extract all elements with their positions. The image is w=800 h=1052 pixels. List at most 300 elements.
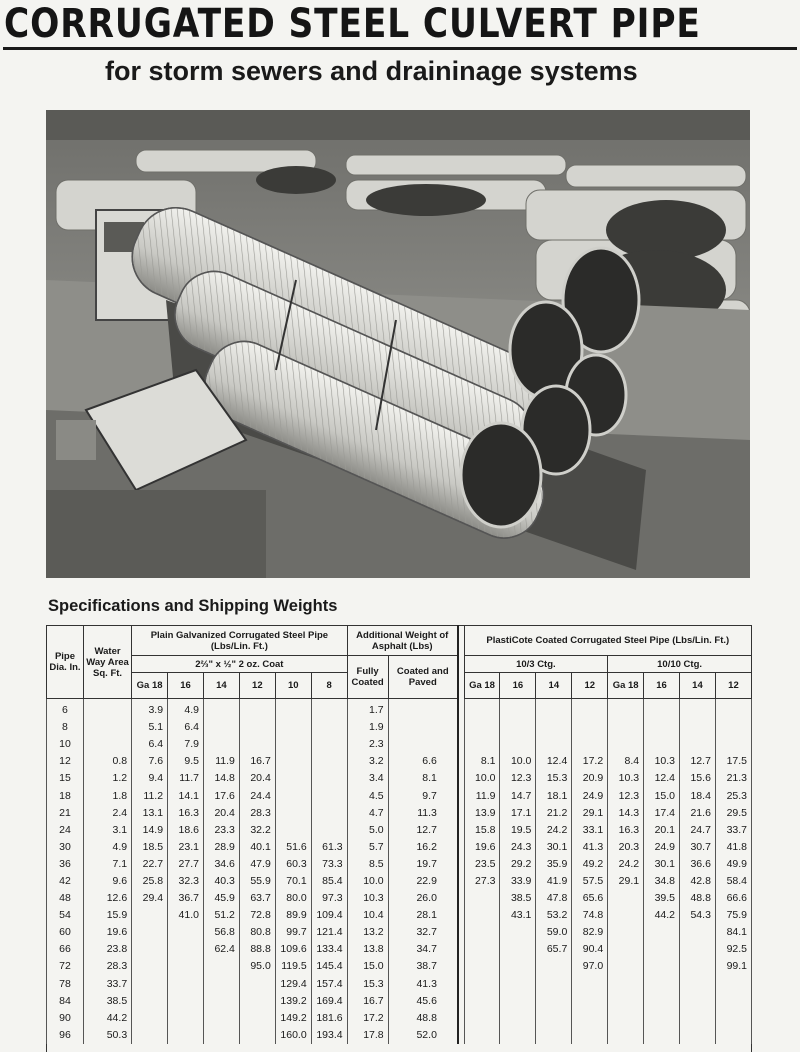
table-cell <box>388 719 458 736</box>
table-row <box>47 719 752 736</box>
table-cell: 8.5 <box>347 856 388 873</box>
table-cell: 14.1 <box>168 787 204 804</box>
table-cell: 4.9 <box>83 839 131 856</box>
table-cell: 24 <box>47 822 84 839</box>
table-cell: 18.5 <box>132 839 168 856</box>
table-cell: 19.5 <box>500 822 536 839</box>
table-cell: 49.2 <box>572 856 608 873</box>
table-cell <box>203 976 239 993</box>
table-cell: 66.6 <box>715 890 751 907</box>
table-cell: 63.7 <box>239 890 275 907</box>
header-water-way: Water Way Area Sq. Ft. <box>83 626 131 699</box>
header-gauge: 14 <box>680 673 716 699</box>
table-cell: 48.8 <box>388 1010 458 1027</box>
spec-table <box>46 625 752 1044</box>
table-cell <box>572 699 608 720</box>
table-cell: 40.1 <box>239 839 275 856</box>
table-cell: 82.9 <box>572 924 608 941</box>
table-cell: 48 <box>47 890 84 907</box>
table-cell: 10.0 <box>347 873 388 890</box>
table-cell: 99.1 <box>715 958 751 975</box>
table-cell: 10.3 <box>347 890 388 907</box>
table-cell <box>644 993 680 1010</box>
table-cell: 33.1 <box>572 822 608 839</box>
table-cell: 95.0 <box>239 958 275 975</box>
table-cell: 8.1 <box>464 753 500 770</box>
table-cell: 36.6 <box>680 856 716 873</box>
table-cell: 8.1 <box>388 770 458 787</box>
table-cell: 66 <box>47 941 84 958</box>
culvert-pipe-truck-photo <box>46 110 750 578</box>
table-cell: 12.4 <box>536 753 572 770</box>
table-cell <box>572 993 608 1010</box>
header-gauge: Ga 18 <box>464 673 500 699</box>
table-cell: 17.5 <box>715 753 751 770</box>
table-cell: 39.5 <box>644 890 680 907</box>
table-cell <box>239 1010 275 1027</box>
table-cell: 19.6 <box>83 924 131 941</box>
table-cell <box>680 993 716 1010</box>
table-cell <box>388 736 458 753</box>
table-cell <box>536 1027 572 1044</box>
table-cell: 30.7 <box>680 839 716 856</box>
table-cell <box>680 699 716 720</box>
table-cell <box>715 719 751 736</box>
table-cell <box>644 1027 680 1044</box>
table-cell: 5.7 <box>347 839 388 856</box>
table-cell: 18.6 <box>168 822 204 839</box>
table-cell: 60 <box>47 924 84 941</box>
table-cell: 181.6 <box>311 1010 347 1027</box>
table-cell: 7.6 <box>132 753 168 770</box>
table-cell: 24.2 <box>536 822 572 839</box>
table-cell <box>203 736 239 753</box>
table-cell: 48.8 <box>680 890 716 907</box>
table-cell: 33.7 <box>715 822 751 839</box>
table-cell: 92.5 <box>715 941 751 958</box>
table-cell: 24.3 <box>500 839 536 856</box>
table-cell: 20.4 <box>239 770 275 787</box>
table-cell <box>168 924 204 941</box>
table-cell <box>275 787 311 804</box>
table-cell: 8.4 <box>608 753 644 770</box>
table-cell: 0.8 <box>83 753 131 770</box>
table-cell <box>715 1010 751 1027</box>
table-cell: 38.5 <box>83 993 131 1010</box>
table-cell <box>203 1027 239 1044</box>
table-cell: 121.4 <box>311 924 347 941</box>
table-cell: 6.6 <box>388 753 458 770</box>
table-cell: 20.4 <box>203 805 239 822</box>
table-cell: 1.7 <box>347 699 388 720</box>
table-cell <box>536 958 572 975</box>
table-cell: 17.8 <box>347 1027 388 1044</box>
table-cell: 13.9 <box>464 805 500 822</box>
table-cell: 29.2 <box>500 856 536 873</box>
table-cell: 109.4 <box>311 907 347 924</box>
table-cell: 14.9 <box>132 822 168 839</box>
table-cell: 15.0 <box>347 958 388 975</box>
table-cell <box>644 736 680 753</box>
table-cell: 34.6 <box>203 856 239 873</box>
table-cell: 17.2 <box>572 753 608 770</box>
table-cell: 24.9 <box>572 787 608 804</box>
table-cell: 89.9 <box>275 907 311 924</box>
table-cell <box>536 736 572 753</box>
table-cell <box>168 941 204 958</box>
table-cell: 12.7 <box>388 822 458 839</box>
table-cell: 97.3 <box>311 890 347 907</box>
table-cell: 30 <box>47 839 84 856</box>
table-cell <box>239 699 275 720</box>
table-cell: 11.7 <box>168 770 204 787</box>
table-cell: 45.9 <box>203 890 239 907</box>
table-cell: 11.9 <box>464 787 500 804</box>
table-cell: 75.9 <box>715 907 751 924</box>
table-cell: 78 <box>47 976 84 993</box>
table-cell: 29.5 <box>715 805 751 822</box>
table-cell: 15.3 <box>347 976 388 993</box>
table-cell: 16.3 <box>168 805 204 822</box>
table-cell: 10.4 <box>347 907 388 924</box>
table-cell: 10.3 <box>644 753 680 770</box>
table-cell: 60.3 <box>275 856 311 873</box>
table-cell <box>464 719 500 736</box>
table-cell <box>311 770 347 787</box>
table-cell: 21.6 <box>680 805 716 822</box>
table-cell: 47.8 <box>536 890 572 907</box>
table-cell: 193.4 <box>311 1027 347 1044</box>
header-gauge: 14 <box>536 673 572 699</box>
table-cell: 32.7 <box>388 924 458 941</box>
header-plasticote-group: PlastiCote Coated Corrugated Steel Pipe (Lbs/Lin. Ft.) <box>464 626 751 656</box>
header-ctg-10-3: 10/3 Ctg. <box>464 656 608 673</box>
table-cell: 27.3 <box>464 873 500 890</box>
table-cell: 16.7 <box>347 993 388 1010</box>
table-cell <box>536 976 572 993</box>
table-cell: 17.2 <box>347 1010 388 1027</box>
table-cell: 34.8 <box>644 873 680 890</box>
table-cell: 15.9 <box>83 907 131 924</box>
table-cell: 32.3 <box>168 873 204 890</box>
table-cell: 96 <box>47 1027 84 1044</box>
page-title: CORRUGATED STEEL CULVERT PIPE <box>4 1 701 47</box>
header-ctg-10-10: 10/10 Ctg. <box>608 656 752 673</box>
table-row <box>47 856 752 873</box>
table-cell: 15.6 <box>680 770 716 787</box>
table-cell <box>715 993 751 1010</box>
table-cell <box>311 719 347 736</box>
table-cell: 24.7 <box>680 822 716 839</box>
table-cell <box>644 1010 680 1027</box>
table-cell: 7.1 <box>83 856 131 873</box>
table-cell: 8 <box>47 719 84 736</box>
table-row <box>47 993 752 1010</box>
table-cell: 18.1 <box>536 787 572 804</box>
table-cell: 24.9 <box>644 839 680 856</box>
table-cell: 23.1 <box>168 839 204 856</box>
header-fully-coated: Fully Coated <box>347 656 388 699</box>
table-cell: 9.7 <box>388 787 458 804</box>
table-cell: 84 <box>47 993 84 1010</box>
table-cell: 24.2 <box>608 856 644 873</box>
header-pipe-dia: Pipe Dia. In. <box>47 626 84 699</box>
table-cell: 36 <box>47 856 84 873</box>
table-cell <box>132 958 168 975</box>
header-gauge: 14 <box>203 673 239 699</box>
table-cell <box>608 993 644 1010</box>
table-cell <box>500 719 536 736</box>
table-cell: 30.1 <box>644 856 680 873</box>
table-cell: 65.6 <box>572 890 608 907</box>
header-gauge: Ga 18 <box>132 673 168 699</box>
table-cell: 73.3 <box>311 856 347 873</box>
table-cell <box>680 924 716 941</box>
table-cell <box>168 1010 204 1027</box>
table-cell: 9.6 <box>83 873 131 890</box>
table-cell: 133.4 <box>311 941 347 958</box>
table-cell <box>464 976 500 993</box>
table-cell: 57.5 <box>572 873 608 890</box>
table-cell <box>572 1027 608 1044</box>
table-cell: 70.1 <box>275 873 311 890</box>
table-row <box>47 941 752 958</box>
table-cell: 12.7 <box>680 753 716 770</box>
table-cell: 6.4 <box>168 719 204 736</box>
table-cell <box>608 924 644 941</box>
table-cell <box>680 1027 716 1044</box>
table-cell: 14.8 <box>203 770 239 787</box>
table-cell <box>680 719 716 736</box>
table-cell <box>715 1027 751 1044</box>
table-cell: 15.0 <box>644 787 680 804</box>
table-cell <box>83 736 131 753</box>
table-cell: 2.3 <box>347 736 388 753</box>
table-cell: 47.9 <box>239 856 275 873</box>
table-cell: 41.3 <box>572 839 608 856</box>
table-cell <box>168 1027 204 1044</box>
table-row <box>47 736 752 753</box>
table-cell: 10 <box>47 736 84 753</box>
table-cell: 54 <box>47 907 84 924</box>
table-cell <box>644 976 680 993</box>
table-cell <box>608 958 644 975</box>
table-row <box>47 1010 752 1027</box>
table-cell: 6 <box>47 699 84 720</box>
table-cell: 23.8 <box>83 941 131 958</box>
table-cell: 149.2 <box>275 1010 311 1027</box>
table-cell: 2.4 <box>83 805 131 822</box>
table-row <box>47 839 752 856</box>
table-cell <box>464 890 500 907</box>
table-cell <box>275 699 311 720</box>
table-cell: 15 <box>47 770 84 787</box>
table-cell <box>464 736 500 753</box>
table-cell: 41.9 <box>536 873 572 890</box>
header-plain-coat: 2⅔" x ½" 2 oz. Coat <box>132 656 347 673</box>
table-cell: 22.9 <box>388 873 458 890</box>
table-cell <box>311 805 347 822</box>
table-cell: 16.2 <box>388 839 458 856</box>
table-cell <box>83 699 131 720</box>
table-cell: 51.6 <box>275 839 311 856</box>
table-cell: 139.2 <box>275 993 311 1010</box>
table-cell <box>275 736 311 753</box>
table-cell: 3.1 <box>83 822 131 839</box>
table-cell <box>132 907 168 924</box>
table-cell: 10.0 <box>500 753 536 770</box>
table-cell <box>536 719 572 736</box>
table-cell <box>644 699 680 720</box>
table-cell: 1.2 <box>83 770 131 787</box>
table-cell: 15.3 <box>536 770 572 787</box>
table-cell: 12.3 <box>500 770 536 787</box>
header-asphalt-group: Additional Weight of Asphalt (Lbs) <box>347 626 458 656</box>
table-cell: 12.6 <box>83 890 131 907</box>
table-cell: 34.7 <box>388 941 458 958</box>
table-cell: 17.6 <box>203 787 239 804</box>
table-cell: 40.3 <box>203 873 239 890</box>
table-cell: 17.4 <box>644 805 680 822</box>
table-cell <box>464 699 500 720</box>
table-cell <box>500 1027 536 1044</box>
table-cell: 99.7 <box>275 924 311 941</box>
table-cell: 38.7 <box>388 958 458 975</box>
header-coated-paved: Coated and Paved <box>388 656 458 699</box>
table-cell: 72.8 <box>239 907 275 924</box>
table-cell: 23.3 <box>203 822 239 839</box>
table-cell <box>500 1010 536 1027</box>
table-cell <box>132 924 168 941</box>
table-cell: 97.0 <box>572 958 608 975</box>
table-cell: 54.3 <box>680 907 716 924</box>
table-cell <box>239 736 275 753</box>
table-cell <box>715 699 751 720</box>
table-cell <box>83 719 131 736</box>
table-cell: 45.6 <box>388 993 458 1010</box>
table-cell: 72 <box>47 958 84 975</box>
table-cell <box>464 993 500 1010</box>
table-cell <box>536 993 572 1010</box>
table-cell <box>311 822 347 839</box>
header-gauge: 16 <box>644 673 680 699</box>
table-cell: 74.8 <box>572 907 608 924</box>
table-cell: 22.7 <box>132 856 168 873</box>
table-cell: 12.3 <box>608 787 644 804</box>
table-cell: 13.8 <box>347 941 388 958</box>
table-cell: 4.5 <box>347 787 388 804</box>
table-cell: 65.7 <box>536 941 572 958</box>
table-cell: 80.0 <box>275 890 311 907</box>
table-cell: 20.3 <box>608 839 644 856</box>
table-cell <box>608 1027 644 1044</box>
table-cell <box>239 976 275 993</box>
table-cell: 6.4 <box>132 736 168 753</box>
table-cell: 119.5 <box>275 958 311 975</box>
table-cell <box>311 699 347 720</box>
table-cell: 26.0 <box>388 890 458 907</box>
table-cell: 109.6 <box>275 941 311 958</box>
table-cell: 19.6 <box>464 839 500 856</box>
table-cell: 41.3 <box>388 976 458 993</box>
table-cell <box>572 976 608 993</box>
header-gauge: 16 <box>500 673 536 699</box>
table-cell <box>464 1010 500 1027</box>
table-cell: 21.3 <box>715 770 751 787</box>
header-gauge: 10 <box>275 673 311 699</box>
table-cell: 169.4 <box>311 993 347 1010</box>
table-cell <box>572 736 608 753</box>
table-cell: 3.2 <box>347 753 388 770</box>
table-cell: 21 <box>47 805 84 822</box>
table-cell: 145.4 <box>311 958 347 975</box>
table-row <box>47 907 752 924</box>
table-cell <box>500 958 536 975</box>
table-cell <box>275 770 311 787</box>
table-cell <box>715 976 751 993</box>
table-cell: 157.4 <box>311 976 347 993</box>
table-row <box>47 787 752 804</box>
table-cell: 10.0 <box>464 770 500 787</box>
table-cell: 80.8 <box>239 924 275 941</box>
table-cell: 44.2 <box>644 907 680 924</box>
header-gauge: Ga 18 <box>608 673 644 699</box>
page-subtitle: for storm sewers and draininage systems <box>105 56 638 86</box>
table-row <box>47 699 752 720</box>
spec-table-body <box>47 699 752 1044</box>
table-cell <box>608 719 644 736</box>
table-cell <box>572 719 608 736</box>
header-gauge: 8 <box>311 673 347 699</box>
table-cell: 36.7 <box>168 890 204 907</box>
table-cell <box>536 1010 572 1027</box>
table-cell: 35.9 <box>536 856 572 873</box>
table-row <box>47 805 752 822</box>
table-cell <box>239 719 275 736</box>
table-cell <box>500 924 536 941</box>
table-cell <box>239 993 275 1010</box>
table-cell: 15.8 <box>464 822 500 839</box>
table-cell <box>275 753 311 770</box>
table-cell: 49.9 <box>715 856 751 873</box>
table-cell: 90.4 <box>572 941 608 958</box>
table-cell: 51.2 <box>203 907 239 924</box>
table-cell <box>680 941 716 958</box>
table-row <box>47 976 752 993</box>
table-cell <box>132 993 168 1010</box>
table-cell <box>464 1027 500 1044</box>
table-cell: 28.3 <box>239 805 275 822</box>
table-cell <box>680 958 716 975</box>
table-cell: 52.0 <box>388 1027 458 1044</box>
table-row <box>47 753 752 770</box>
table-cell <box>311 787 347 804</box>
table-cell: 5.1 <box>132 719 168 736</box>
table-cell: 1.8 <box>83 787 131 804</box>
table-cell <box>500 976 536 993</box>
table-cell: 53.2 <box>536 907 572 924</box>
table-cell <box>132 941 168 958</box>
table-cell <box>464 907 500 924</box>
table-cell <box>608 907 644 924</box>
table-cell: 55.9 <box>239 873 275 890</box>
table-cell <box>680 976 716 993</box>
table-cell: 38.5 <box>500 890 536 907</box>
table-cell: 42.8 <box>680 873 716 890</box>
header-plain-group: Plain Galvanized Corrugated Steel Pipe (Lbs/Lin. Ft.) <box>132 626 347 656</box>
table-cell: 1.9 <box>347 719 388 736</box>
table-cell: 33.7 <box>83 976 131 993</box>
